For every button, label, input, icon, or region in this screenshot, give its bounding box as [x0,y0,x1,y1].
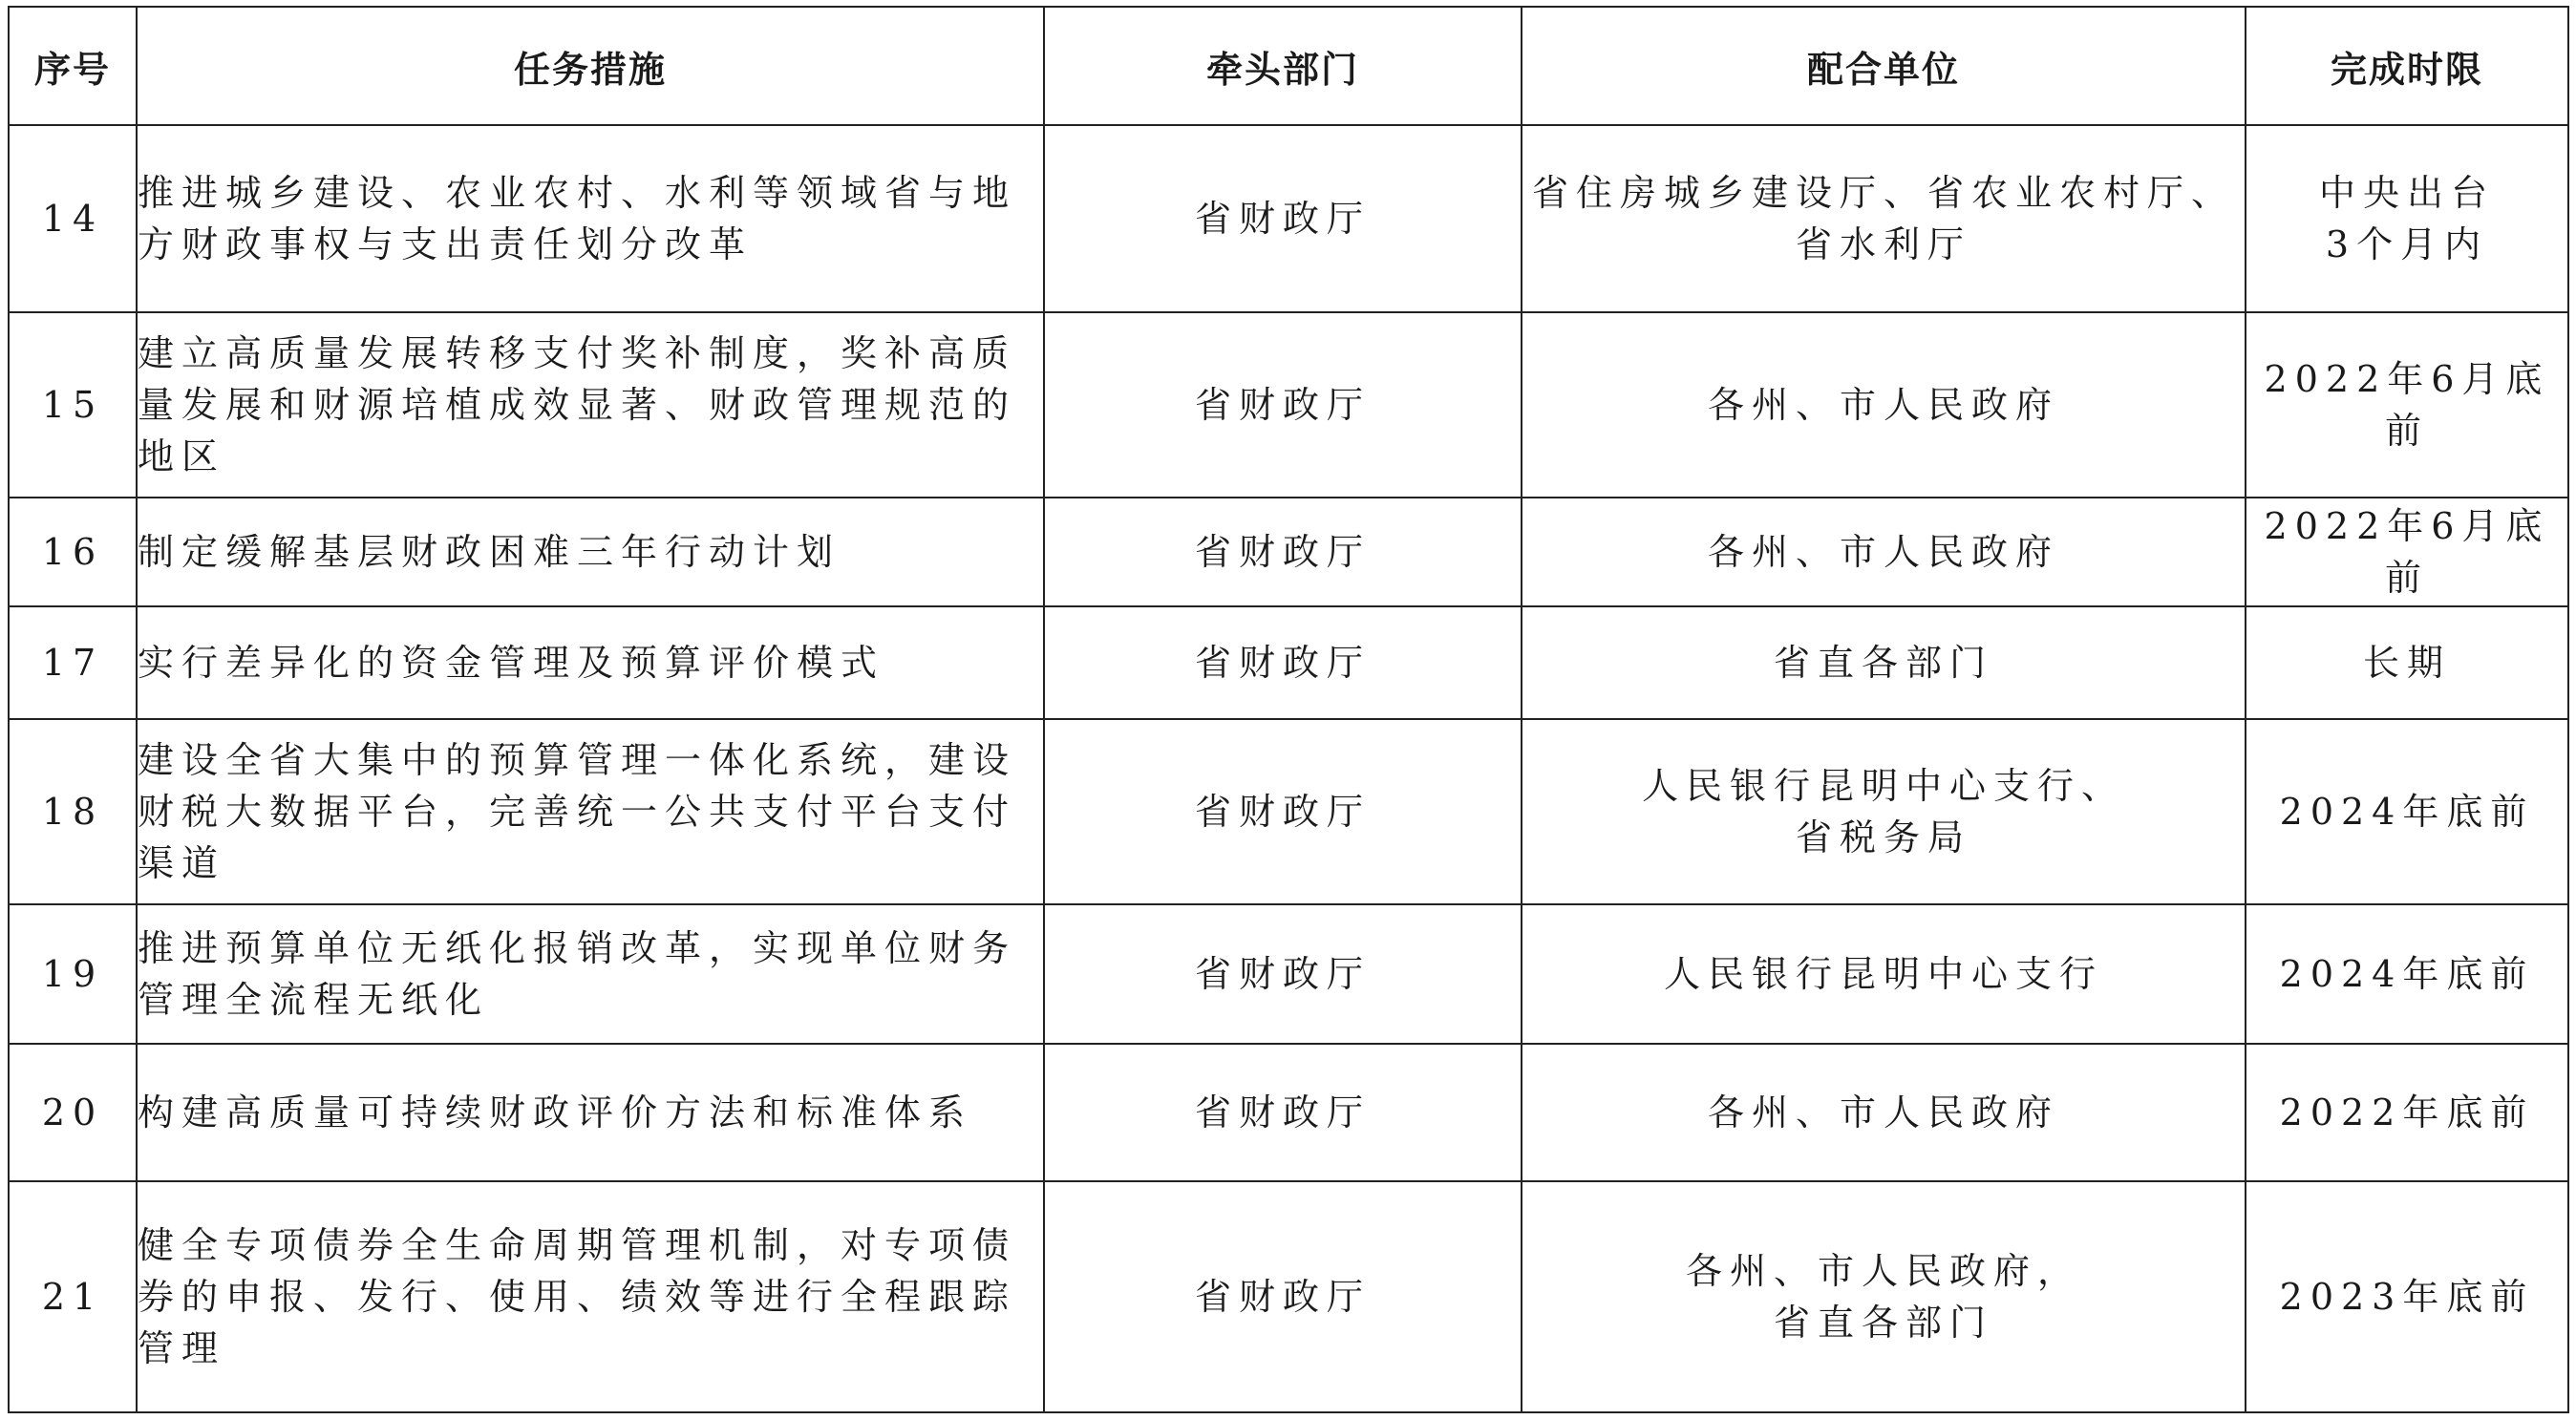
row-number: 18 [9,719,137,904]
header-deadline: 完成时限 [2246,7,2568,125]
deadline-line: 中央出台 [2318,172,2495,214]
cooperating-unit-line: 各州、市人民政府， [1685,1250,2081,1292]
table-row [9,719,2568,904]
task-measure: 推进城乡建设、农业农村、水利等领域省与地方财政事权与支出责任划分改革 [137,125,1044,312]
cooperating-units [1522,312,2246,498]
deadline [2246,125,2568,312]
table-body [9,125,2568,1412]
cooperating-units [1522,904,2246,1044]
header-lead-department: 牵头部门 [1044,7,1522,125]
cooperating-unit-line: 省直各部门 [1773,1302,1993,1344]
lead-department: 省财政厅 [1044,606,1522,719]
header-cooperating-units: 配合单位 [1522,7,2246,125]
cooperating-units [1522,125,2246,312]
deadline [2246,1181,2568,1412]
cooperating-unit-line: 省直各部门 [1773,642,1993,684]
deadline-line: 2023年底前 [2279,1276,2535,1318]
cooperating-units [1522,1181,2246,1412]
task-table [8,6,2569,1413]
deadline-line: 2022年6月底前 [2264,505,2550,599]
deadline-line: 2022年6月底前 [2264,358,2550,452]
header-task: 任务措施 [137,7,1044,125]
cooperating-units [1522,719,2246,904]
deadline [2246,904,2568,1044]
deadline [2246,1044,2568,1181]
row-number: 20 [9,1044,137,1181]
deadline-line: 长期 [2362,642,2451,684]
cooperating-unit-line: 省水利厅 [1795,223,1971,265]
cooperating-units [1522,498,2246,606]
deadline-line: 2024年底前 [2279,953,2535,995]
cooperating-unit-line: 省住房城乡建设厅、省农业农村厅、 [1531,172,2235,214]
cooperating-unit-line: 各州、市人民政府 [1707,531,2059,573]
lead-department: 省财政厅 [1044,1181,1522,1412]
task-measure: 建设全省大集中的预算管理一体化系统，建设财税大数据平台，完善统一公共支付平台支付渠道 [137,719,1044,904]
deadline-line: 2022年底前 [2279,1091,2535,1134]
deadline [2246,719,2568,904]
header-number: 序号 [9,7,137,125]
table-row [9,904,2568,1044]
row-number: 14 [9,125,137,312]
header-row [9,7,2568,125]
task-measure: 构建高质量可持续财政评价方法和标准体系 [137,1044,1044,1181]
lead-department: 省财政厅 [1044,312,1522,498]
lead-department: 省财政厅 [1044,125,1522,312]
row-number: 17 [9,606,137,719]
lead-department: 省财政厅 [1044,1044,1522,1181]
row-number: 19 [9,904,137,1044]
cooperating-unit-line: 各州、市人民政府 [1707,384,2059,426]
task-measure: 健全专项债券全生命周期管理机制，对专项债券的申报、发行、使用、绩效等进行全程跟踪管理 [137,1181,1044,1412]
row-number: 21 [9,1181,137,1412]
lead-department: 省财政厅 [1044,498,1522,606]
task-measure: 实行差异化的资金管理及预算评价模式 [137,606,1044,719]
row-number: 16 [9,498,137,606]
cooperating-unit-line: 省税务局 [1795,816,1971,858]
table-row [9,312,2568,498]
cooperating-units [1522,1044,2246,1181]
deadline [2246,312,2568,498]
task-measure: 制定缓解基层财政困难三年行动计划 [137,498,1044,606]
task-measure: 建立高质量发展转移支付奖补制度，奖补高质量发展和财源培植成效显著、财政管理规范的地区 [137,312,1044,498]
task-measure: 推进预算单位无纸化报销改革，实现单位财务管理全流程无纸化 [137,904,1044,1044]
cooperating-unit-line: 各州、市人民政府 [1707,1091,2059,1134]
table-row [9,606,2568,719]
deadline-line: 3个月内 [2325,223,2489,265]
deadline [2246,606,2568,719]
row-number: 15 [9,312,137,498]
cooperating-unit-line: 人民银行昆明中心支行、 [1641,765,2125,807]
table-row [9,1181,2568,1412]
table-row [9,125,2568,312]
deadline [2246,498,2568,606]
cooperating-units [1522,606,2246,719]
cooperating-unit-line: 人民银行昆明中心支行 [1663,953,2103,995]
lead-department: 省财政厅 [1044,904,1522,1044]
lead-department: 省财政厅 [1044,719,1522,904]
deadline-line: 2024年底前 [2279,791,2535,833]
table-row [9,498,2568,606]
table-row [9,1044,2568,1181]
